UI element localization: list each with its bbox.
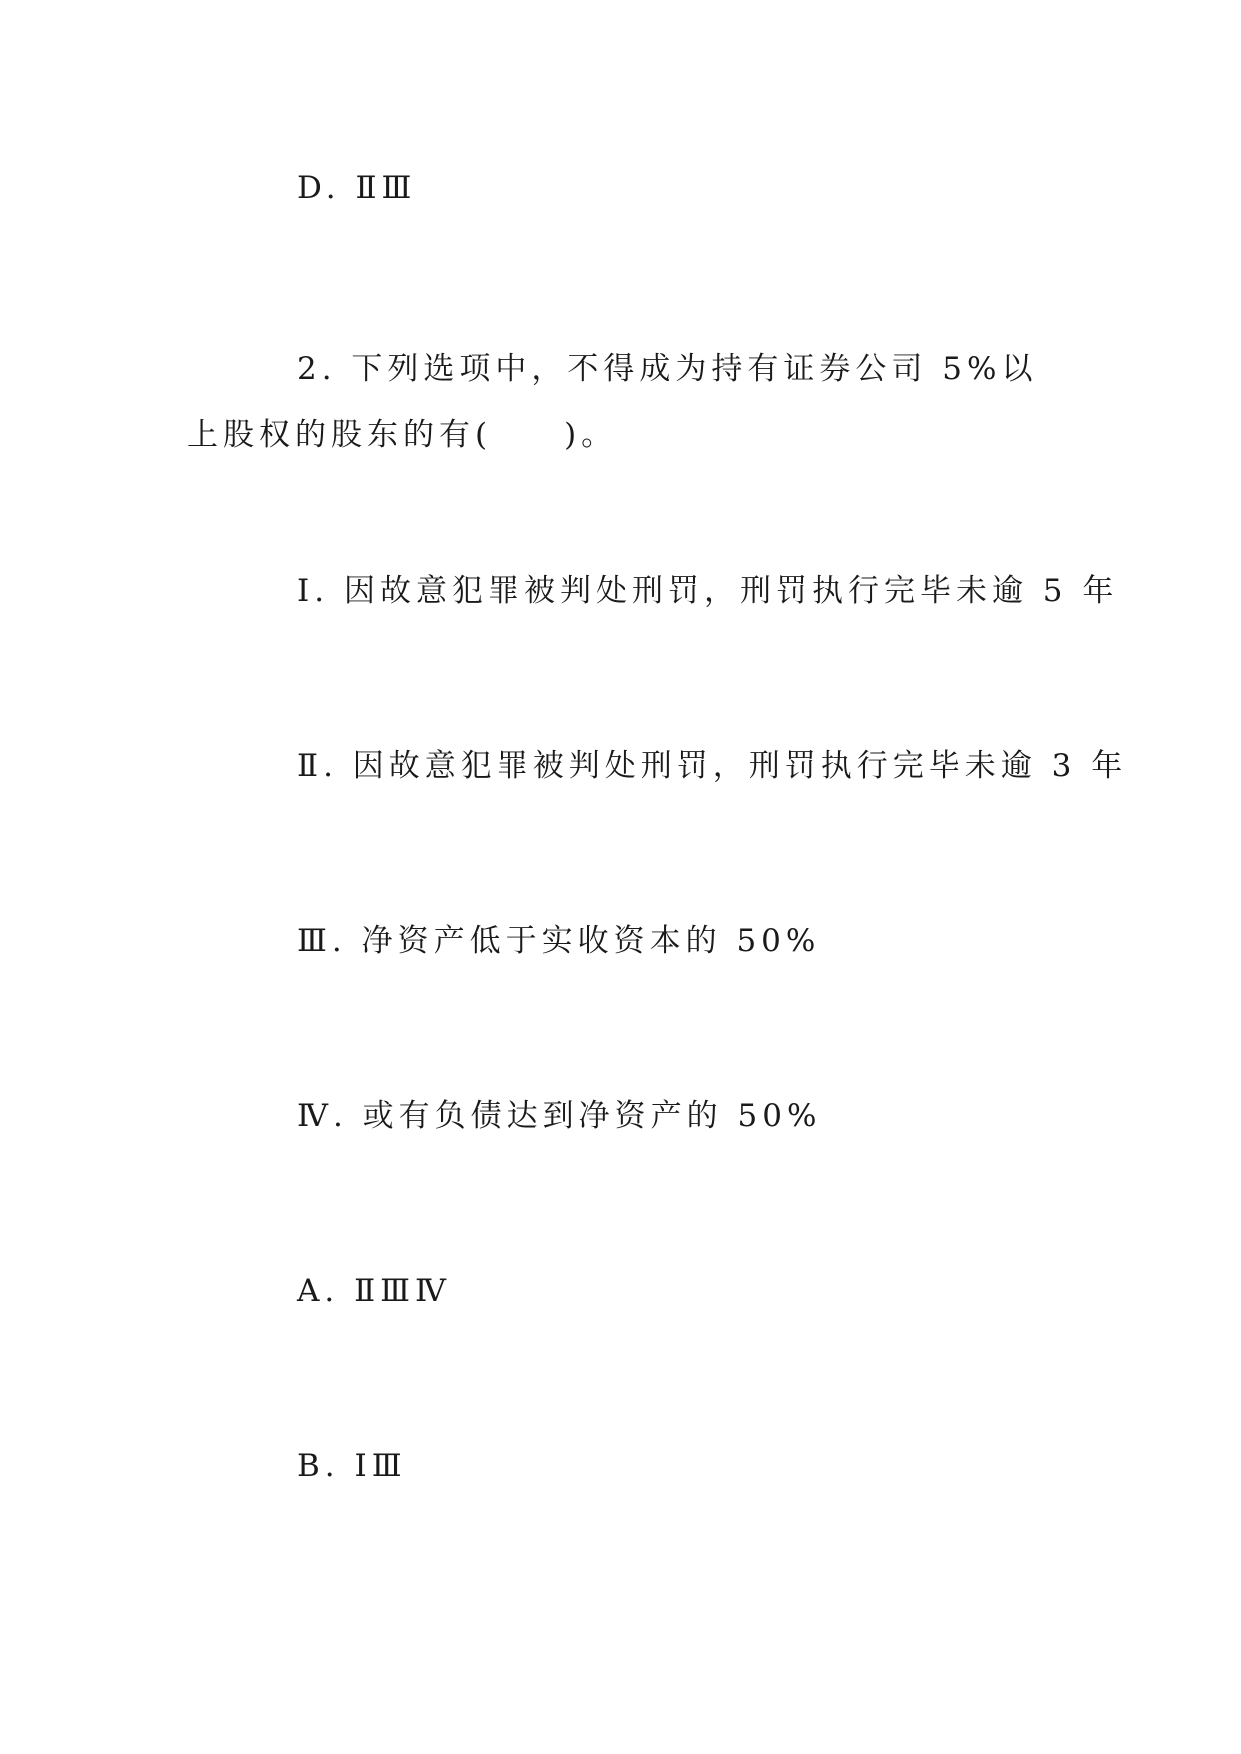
statement-3: Ⅲ. 净资产低于实收资本的 50%	[297, 923, 821, 959]
option-d-previous: D. ⅡⅢ	[297, 170, 417, 206]
option-b: B. ⅠⅢ	[297, 1448, 407, 1484]
statement-2: Ⅱ. 因故意犯罪被判处刑罚，刑罚执行完毕未逾 3 年	[297, 748, 1128, 784]
statement-1: Ⅰ. 因故意犯罪被判处刑罚，刑罚执行完毕未逾 5 年	[297, 573, 1119, 609]
question-2-text: 2. 下列选项中，不得成为持有证券公司 5%以上股权的股东的有( )。	[187, 351, 1038, 453]
statement-4: Ⅳ. 或有负债达到净资产的 50%	[297, 1098, 822, 1134]
option-a: A. ⅡⅢⅣ	[297, 1273, 452, 1309]
